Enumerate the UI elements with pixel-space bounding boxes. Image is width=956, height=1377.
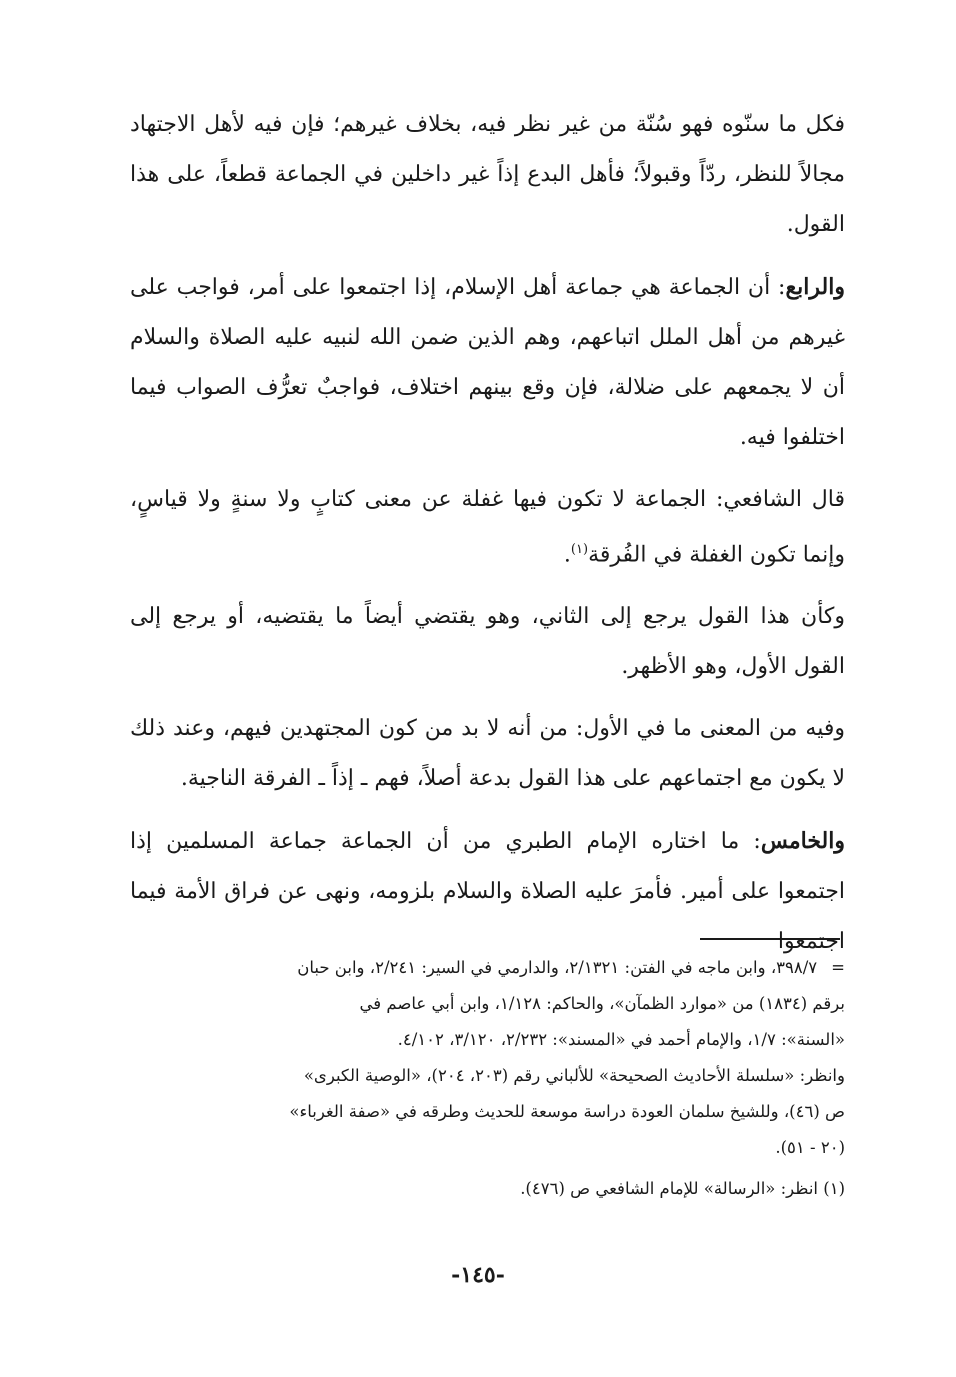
footnote-ref-1: (١) (570, 542, 589, 557)
footnote-1: (١) انظر: «الرسالة» للإمام الشافعي ص (٤٧٦). (520, 1179, 845, 1198)
main-text (130, 100, 845, 967)
footnote-continuation-line: ص (٤٦)، وللشيخ سلمان العودة دراسة موسعة للحديث وطرقه في «صفة الغرباء» (289, 1102, 845, 1121)
paragraph-2 (130, 262, 845, 463)
paragraph-5: وفيه من المعنى ما في الأول: من أنه لا بد من كون المجتهدين فيهم، وعند ذلك لا يكون مع اجتماعهم على هذا القول بدعة أصلاً، فهم ـ إذاً ـ الفرقة الناجية. (130, 716, 845, 792)
footnote-continuation-line: برقم (١٨٣٤) من «موارد الظمآن»، والحاكم: ١/١٢٨، وابن أبي عاصم في (359, 994, 845, 1013)
page-number: -١٤٥- (451, 1262, 505, 1288)
footnote-continuation-line: (٢٠ - ٥١). (775, 1138, 845, 1157)
paragraph-4: وكأن هذا القول يرجع إلى الثاني، وهو يقتضي أيضاً ما يقتضيه، أو يرجع إلى القول الأول، وهو الأظهر. (130, 604, 845, 680)
paragraph-6 (130, 816, 845, 967)
footnote-divider (700, 938, 840, 940)
shafii-quote: قال الشافعي: الجماعة لا تكون فيها غفلة عن معنى كتابٍ ولا سنةٍ ولا قياسٍ، وإنما تكون الغفلة في الفُرقة (130, 487, 845, 568)
continuation-mark: = (831, 958, 845, 977)
footnote-text: ٣٩٨/٧، وابن ماجه في الفتن: ٢/١٣٢١، والدارمي في السير: ٢/٢٤١، وابن حبان (297, 958, 818, 977)
paragraph-3 (130, 475, 845, 580)
footnotes (130, 950, 845, 1206)
paragraph-1: فكل ما سنّوه فهو سُنّة من غير نظر فيه، بخلاف غيرهم؛ فإن فيه لأهل الاجتهاد مجالاً للنظر، ردّاً وقبولاً؛ فأهل البدع إذاً غير داخلين في الجماعة قطعاً، على هذا القول. (130, 112, 845, 237)
paragraph-2-text: : أن الجماعة هي جماعة أهل الإسلام، إذا اجتمعوا على أمر، فواجب على غيرهم من أهل الملل اتباعهم، وهم الذين ضمن الله لنبيه عليه الصلاة والسلام أن لا يجمعهم على ضلالة، فإن وقع بينهم اختلاف، فواجبٌ تعرُّف الصواب فيما اختلفوا فيه. (130, 275, 845, 450)
fourth-label: والرابع (785, 274, 845, 300)
fifth-label: والخامس (760, 828, 845, 855)
quote-end: . (563, 542, 571, 568)
footnote-continuation-line: «السنة»: ١/٧، والإمام أحمد في «المسند»: ٢/٢٣٢، ٣/١٢٠، ٤/١٠٢. (397, 1030, 845, 1049)
paragraph-6-text: : ما اختاره الإمام الطبري من أن الجماعة جماعة المسلمين إذا اجتمعوا على أمير. فأمرَ عليه الصلاة والسلام بلزومه، ونهى عن فراق الأمة فيما اجتمعوا (130, 829, 845, 955)
footnote-continuation-line (130, 950, 845, 986)
footnote-continuation-line: وانظر: «سلسلة الأحاديث الصحيحة» للألباني رقم (٢٠٣، ٢٠٤)، «الوصية الكبرى» (303, 1066, 845, 1085)
